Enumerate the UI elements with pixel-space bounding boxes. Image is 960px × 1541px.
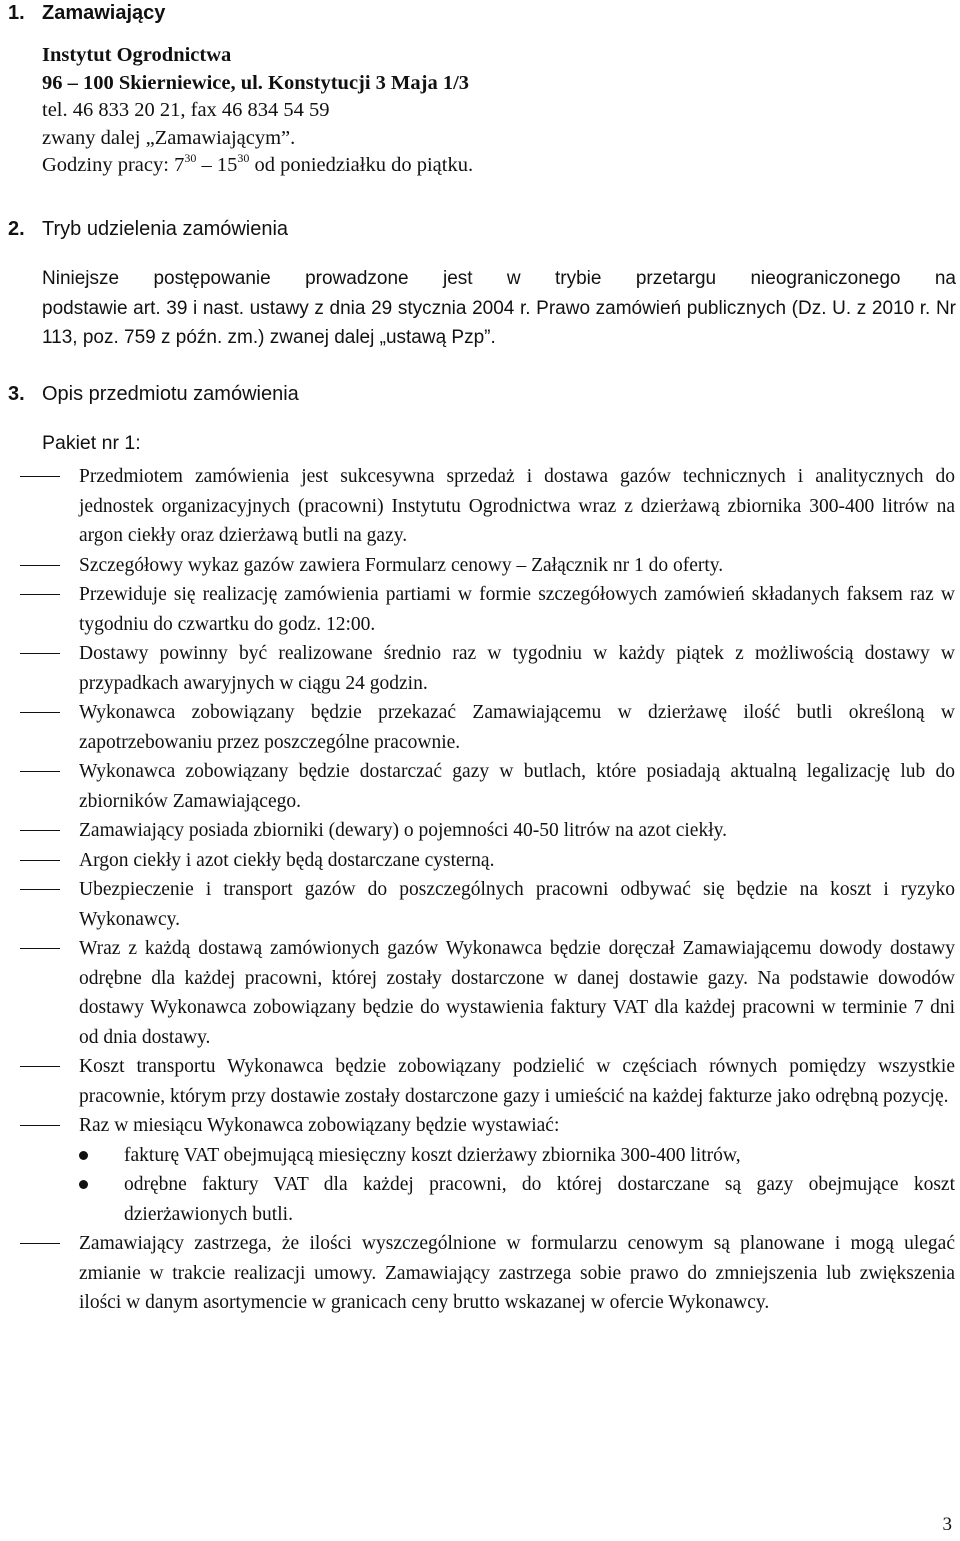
list-item-text: Szczegółowy wykaz gazów zawiera Formularz cenowy – Załącznik nr 1 do oferty.: [79, 554, 724, 576]
contracting-authority-block: [42, 42, 473, 180]
dash-marker: [20, 476, 60, 477]
list-item-text: Zamawiający zastrzega, że ilości wyszczególnione w formularzu cenowym są planowane i mogą ulegać zmianie w trakcie realizacji umowy. Zamawiający zastrzega sobie prawo do zmniejszenia lub zwiększenia ilości w danym asortymencie w granicach ceny brutto wskazanej w ofercie Wykonawcy.: [79, 1233, 955, 1313]
list-item-text: Ubezpieczenie i transport gazów do poszczególnych pracowni odbywać się będzie na koszt i ryzyko Wykonawcy.: [79, 879, 955, 930]
hours-prefix: Godziny pracy: 7: [42, 154, 185, 176]
list-item-text: Przewiduje się realizację zamówienia partiami w formie szczegółowych zamówień składanych faksem raz w tygodniu do czwartku do godz. 12:00.: [79, 584, 955, 635]
procedure-text-line1: Niniejsze postępowanie prowadzone jest w trybie przetargu nieograniczonego na: [42, 268, 956, 289]
list-item-text: Koszt transportu Wykonawca będzie zobowiązany podzielić w częściach równych pomiędzy wszystkie pracownie, którym przy dostawie zostały dostarczone gazy i umieścić na każdej fakturze jako odrębną pozycję.: [79, 1056, 955, 1107]
section-number: 2.: [8, 218, 25, 240]
institution-contact: tel. 46 833 20 21, fax 46 834 54 59: [42, 99, 330, 121]
list-item-monthly: [0, 1111, 955, 1229]
section-1-heading: [8, 2, 165, 25]
institution-address: 96 – 100 Skierniewice, ul. Konstytucji 3 Maja 1/3: [42, 71, 470, 94]
list-item-text: Raz w miesiącu Wykonawca zobowiązany będzie wystawiać:: [79, 1115, 560, 1136]
section-title: Tryb udzielenia zamówienia: [42, 218, 289, 240]
dash-marker: [20, 565, 60, 566]
dash-marker: [20, 771, 60, 772]
sublist-item-text: fakturę VAT obejmującą miesięczny koszt dzierżawy zbiornika 300-400 litrów,: [124, 1144, 741, 1166]
section-number: 3.: [8, 383, 25, 405]
sublist-item-text: odrębne faktury VAT dla każdej pracowni, do której dostarczane są gazy obejmujące koszt dzierżawionych butli.: [124, 1174, 955, 1225]
list-item-text: Wykonawca zobowiązany będzie przekazać Zamawiającemu w dzierżawę ilość butli określoną w zapotrzebowaniu przez poszczególne pracownie.: [79, 702, 955, 753]
dash-marker: [20, 860, 60, 861]
list-item: [0, 934, 955, 1052]
list-item-text: Dostawy powinny być realizowane średnio raz w tygodniu w każdy piątek z możliwością dostawy w przypadkach awaryjnych w ciągu 24 godzin.: [79, 643, 955, 694]
section-number: 1.: [8, 2, 25, 24]
list-item: [0, 551, 955, 581]
procedure-paragraph: [42, 264, 956, 353]
dash-marker: [20, 1066, 60, 1067]
list-item-text: Argon ciekły i azot ciekły będą dostarczane cysterną.: [79, 849, 495, 871]
working-hours: [42, 152, 473, 180]
list-item: [0, 1052, 955, 1111]
list-item: [0, 816, 955, 846]
institution-alias: zwany dalej „Zamawiającym”.: [42, 126, 296, 149]
dash-marker: [20, 653, 60, 654]
list-item: [0, 580, 955, 639]
dash-marker: [20, 889, 60, 890]
list-item-final: [0, 1229, 955, 1318]
list-item: [0, 846, 955, 876]
dash-marker: [20, 948, 60, 949]
hours-end-minutes: 30: [237, 151, 250, 165]
sublist-item: [79, 1141, 955, 1171]
list-item-text: Wraz z każdą dostawą zamówionych gazów Wykonawca będzie doręczał Zamawiającemu dowody dostawy odrębne dla każdej pracowni, której zostały dostarczone w danej dostawie gazy. Na podstawie dowodów dostawy Wykonawca zobowiązany będzie do wystawienia faktury VAT dla każdej pracowni w terminie 7 dni od dnia dostawy.: [79, 938, 955, 1048]
section-title: Opis przedmiotu zamówienia: [42, 383, 299, 405]
institution-name: Instytut Ogrodnictwa: [42, 44, 232, 66]
list-item: [0, 698, 955, 757]
bullet-marker: [79, 1151, 88, 1160]
dash-marker: [20, 712, 60, 713]
list-item: [0, 462, 955, 551]
section-title: Zamawiający: [42, 2, 166, 24]
bullet-marker: [79, 1180, 88, 1189]
hours-suffix: od poniedziałku do piątku.: [249, 154, 474, 176]
list-item: [0, 757, 955, 816]
monthly-sublist: [79, 1141, 955, 1230]
dash-marker: [20, 830, 60, 831]
dash-marker: [20, 594, 60, 595]
page-number: 3: [942, 1514, 952, 1535]
list-item-text: Zamawiający posiada zbiorniki (dewary) o pojemności 40-50 litrów na azot ciekły.: [79, 820, 727, 841]
dash-marker: [20, 1125, 60, 1126]
section-3-heading: [8, 383, 299, 406]
requirements-list: [0, 462, 960, 1318]
procedure-text-rest: podstawie art. 39 i nast. ustawy z dnia 29 stycznia 2004 r. Prawo zamówień publicznych (Dz. U. z 2010 r. Nr 113, poz. 759 z późn. zm.) zwanej dalej „ustawą Pzp”.: [42, 297, 956, 348]
list-item: [0, 875, 955, 934]
sublist-item: [79, 1170, 955, 1229]
dash-marker: [20, 1243, 60, 1244]
hours-start-minutes: 30: [184, 151, 197, 165]
list-item-text: Wykonawca zobowiązany będzie dostarczać gazy w butlach, które posiadają aktualną legalizację lub do zbiorników Zamawiającego.: [79, 761, 955, 812]
list-item-text: Przedmiotem zamówienia jest sukcesywna sprzedaż i dostawa gazów technicznych i analitycznych do jednostek organizacyjnych (pracowni) Instytutu Ogrodnictwa wraz z dzierżawą zbiornika 300-400 litrów na argon ciekły oraz dzierżawą butli na gazy.: [79, 466, 955, 546]
hours-mid: – 15: [196, 154, 238, 176]
list-item: [0, 639, 955, 698]
package-label: Pakiet nr 1:: [42, 432, 141, 454]
section-2-heading: [8, 218, 288, 241]
